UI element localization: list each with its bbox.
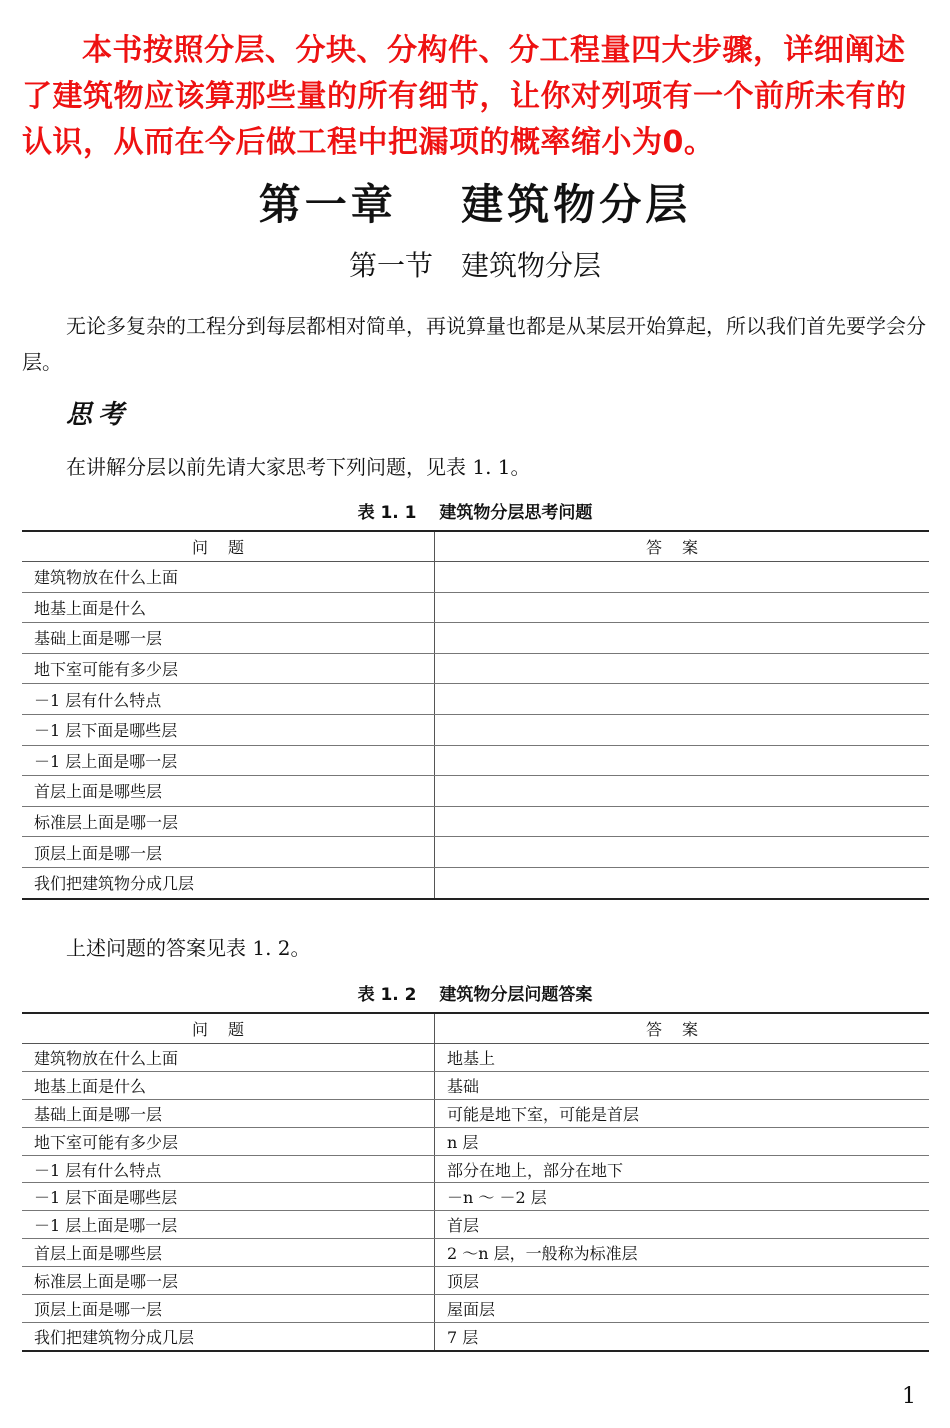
answer-cell — [435, 837, 930, 868]
table-row — [22, 1267, 929, 1295]
promo-banner: 本书按照分层、分块、分构件、分工程量四大步骤，详细阐述了建筑物应该算那些量的所有细节，让你对列项有一个前所未有的认识，从而在今后做工程中把漏项的概率缩小为0。 — [22, 33, 907, 160]
question-cell: 建筑物放在什么上面 — [22, 1044, 435, 1072]
table-2-lead: 上述问题的答案见表 1. 2。 — [66, 936, 311, 960]
table-row — [22, 1239, 929, 1267]
answer-cell: 7 层 — [435, 1322, 930, 1350]
answer-cell: 部分在地上，部分在地下 — [435, 1155, 930, 1183]
question-column-header: 问题 — [22, 1013, 435, 1044]
answer-cell — [435, 776, 930, 807]
table-1-lead: 在讲解分层以前先请大家思考下列问题，见表 1. 1。 — [66, 455, 531, 479]
answer-cell — [435, 714, 930, 745]
answer-cell — [435, 867, 930, 898]
question-cell: －1 层下面是哪些层 — [22, 714, 435, 745]
table-row — [22, 562, 929, 593]
table-row — [22, 1044, 929, 1072]
answer-cell — [435, 684, 930, 715]
question-cell: 建筑物放在什么上面 — [22, 562, 435, 593]
question-cell: －1 层有什么特点 — [22, 1155, 435, 1183]
table-row — [22, 806, 929, 837]
chapter-title: 第一章 建筑物分层 — [258, 180, 692, 229]
answers-table — [22, 1012, 929, 1352]
table-row — [22, 837, 929, 868]
question-cell: 地基上面是什么 — [22, 592, 435, 623]
question-cell: 地下室可能有多少层 — [22, 653, 435, 684]
answer-cell — [435, 653, 930, 684]
answer-cell: 顶层 — [435, 1267, 930, 1295]
question-cell: 首层上面是哪些层 — [22, 1239, 435, 1267]
question-cell: 地基上面是什么 — [22, 1071, 435, 1099]
think-heading: 思考 — [66, 400, 131, 430]
table-row — [22, 653, 929, 684]
intro-paragraph: 无论多复杂的工程分到每层都相对简单，再说算量也都是从某层开始算起，所以我们首先要学会分层。 — [22, 314, 926, 374]
table-row — [22, 1322, 929, 1350]
answer-cell: 地基上 — [435, 1044, 930, 1072]
question-cell: 标准层上面是哪一层 — [22, 1267, 435, 1295]
table-row — [22, 1071, 929, 1099]
answer-cell: 首层 — [435, 1211, 930, 1239]
answer-cell: 屋面层 — [435, 1295, 930, 1323]
question-cell: －1 层有什么特点 — [22, 684, 435, 715]
answer-cell — [435, 745, 930, 776]
answer-cell: 2 ～n 层，一般称为标准层 — [435, 1239, 930, 1267]
answer-cell: 基础 — [435, 1071, 930, 1099]
table-row — [22, 1295, 929, 1323]
table-row — [22, 745, 929, 776]
answer-cell — [435, 562, 930, 593]
answer-column-header: 答案 — [435, 531, 930, 562]
table-row — [22, 623, 929, 654]
table-header-row — [22, 1013, 929, 1044]
answer-cell — [435, 623, 930, 654]
question-column-header: 问题 — [22, 531, 435, 562]
answer-cell: 可能是地下室，可能是首层 — [435, 1099, 930, 1127]
table-row — [22, 714, 929, 745]
table-row — [22, 1099, 929, 1127]
table-2-caption: 表 1. 2 建筑物分层问题答案 — [357, 985, 593, 1005]
question-cell: －1 层上面是哪一层 — [22, 745, 435, 776]
answer-cell: n 层 — [435, 1127, 930, 1155]
table-row — [22, 1155, 929, 1183]
answer-cell — [435, 806, 930, 837]
table-row — [22, 1211, 929, 1239]
question-cell: 我们把建筑物分成几层 — [22, 867, 435, 898]
table-row — [22, 1183, 929, 1211]
question-cell: －1 层上面是哪一层 — [22, 1211, 435, 1239]
question-cell: 标准层上面是哪一层 — [22, 806, 435, 837]
table-row — [22, 776, 929, 807]
question-cell: 顶层上面是哪一层 — [22, 837, 435, 868]
question-cell: 基础上面是哪一层 — [22, 1099, 435, 1127]
table-row — [22, 1127, 929, 1155]
page-number: 1 — [902, 1384, 916, 1409]
table-row — [22, 867, 929, 898]
question-cell: 地下室可能有多少层 — [22, 1127, 435, 1155]
answer-column-header: 答案 — [435, 1013, 930, 1044]
question-cell: 我们把建筑物分成几层 — [22, 1322, 435, 1350]
table-row — [22, 684, 929, 715]
question-cell: 顶层上面是哪一层 — [22, 1295, 435, 1323]
question-cell: －1 层下面是哪些层 — [22, 1183, 435, 1211]
questions-table — [22, 530, 929, 900]
answer-cell: －n ～ －2 层 — [435, 1183, 930, 1211]
table-header-row — [22, 531, 929, 562]
table-row — [22, 592, 929, 623]
question-cell: 首层上面是哪些层 — [22, 776, 435, 807]
section-title: 第一节 建筑物分层 — [348, 249, 601, 282]
table-1-caption: 表 1. 1 建筑物分层思考问题 — [357, 503, 593, 523]
answer-cell — [435, 592, 930, 623]
question-cell: 基础上面是哪一层 — [22, 623, 435, 654]
